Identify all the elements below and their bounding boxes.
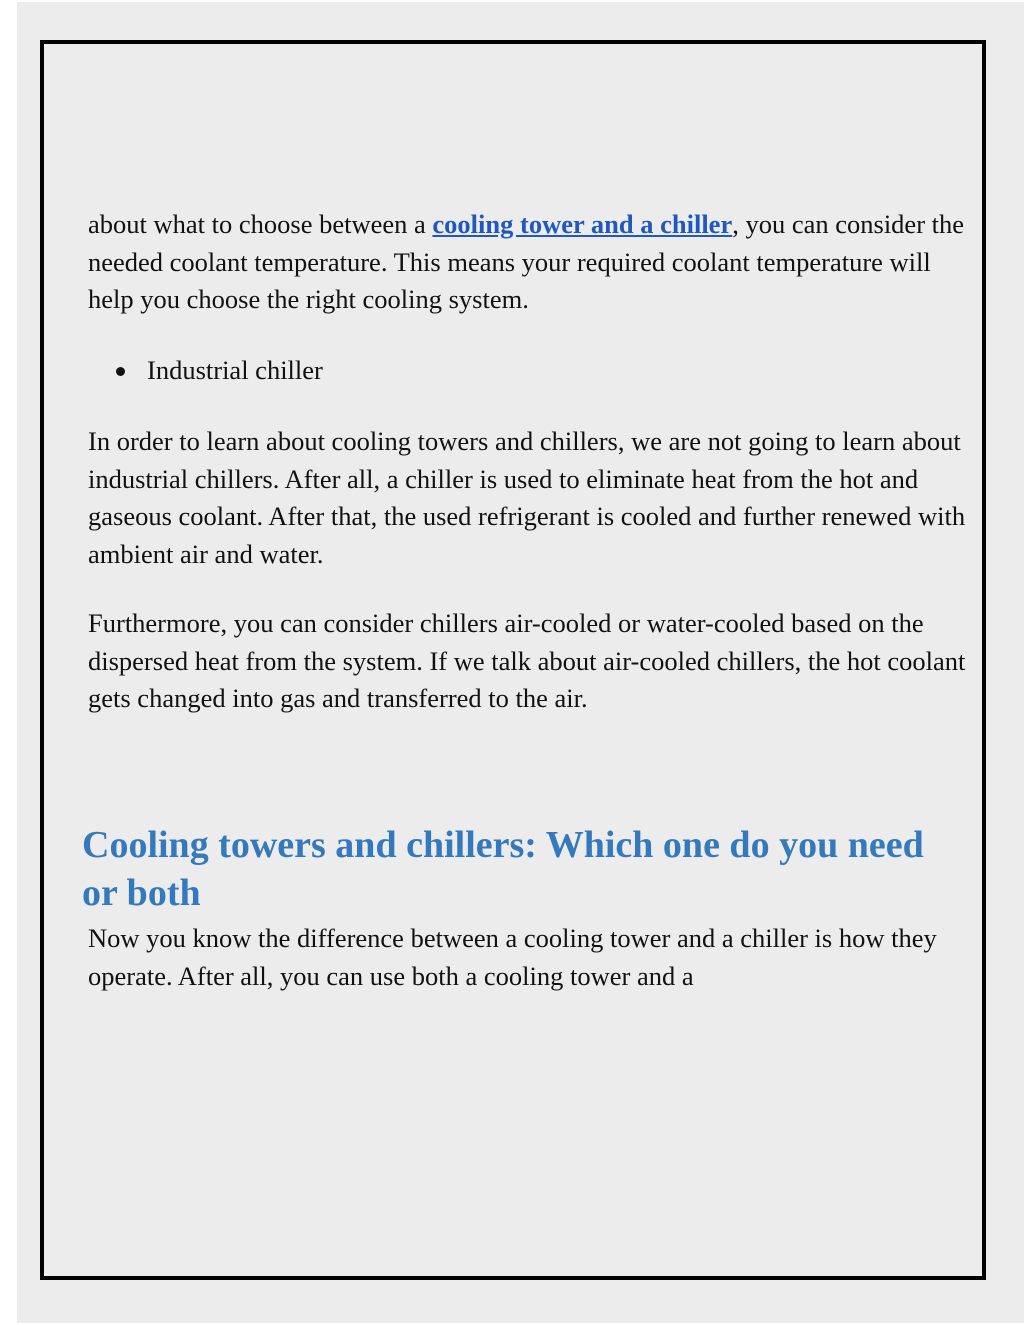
paragraph-air-water-cooled: Furthermore, you can consider chillers air-cooled or water-cooled based on the dispersed heat from the system. If we talk about air-cooled chillers, the hot coolant gets changed into gas and transferred to the air. <box>88 608 966 713</box>
bullet-item-text: Industrial chiller <box>147 355 323 386</box>
section-heading: Cooling towers and chillers: Which one do you need or both <box>82 824 924 914</box>
intro-paragraph <box>88 206 968 319</box>
bullet-list-item <box>116 352 323 390</box>
intro-text-after-link: , you can consider the needed coolant temperature. This means your required coolant temperature will help you choose the right cooling system. <box>88 209 965 314</box>
bullet-icon <box>116 367 125 376</box>
paragraph-difference: Now you know the difference between a cooling tower and a chiller is how they operate. After all, you can use both a cooling tower and a <box>88 923 937 991</box>
paragraph-industrial-chillers: In order to learn about cooling towers and chillers, we are not going to learn about industrial chillers. After all, a chiller is used to eliminate heat from the hot and gaseous coolant. After that, the used refrigerant is cooled and further renewed with ambient air and water. <box>88 426 966 569</box>
cooling-tower-chiller-link[interactable]: cooling tower and a chiller <box>432 209 733 239</box>
intro-text-before-link: about what to choose between a <box>88 209 433 239</box>
